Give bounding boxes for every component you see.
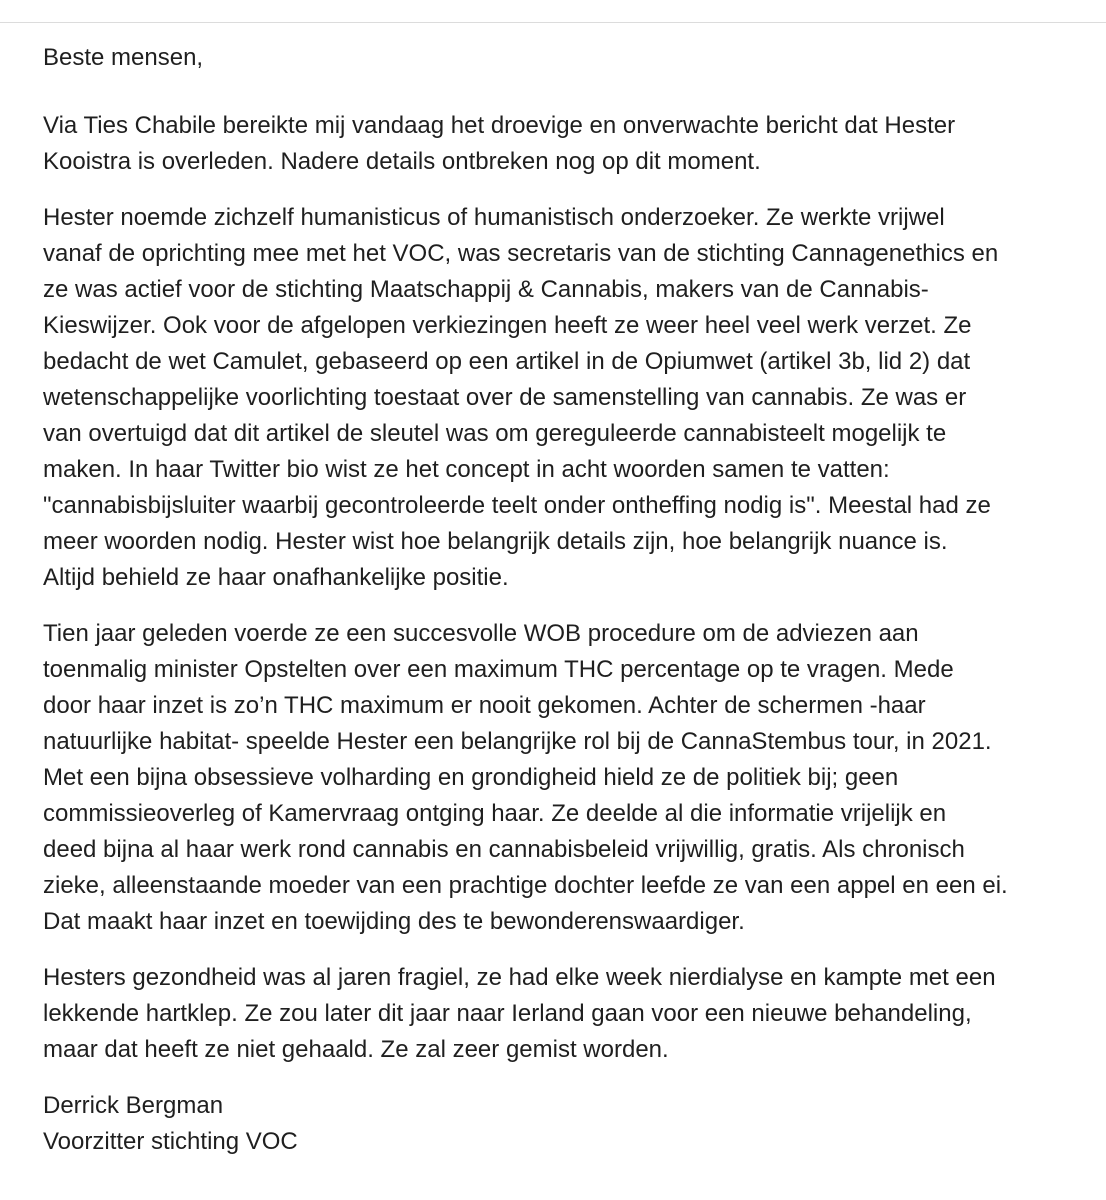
greeting bbox=[43, 40, 1093, 76]
text-line: Altijd behield ze haar onafhankelijke positie. bbox=[43, 564, 509, 591]
text-line: meer woorden nodig. Hester wist hoe belangrijk details zijn, hoe belangrijk nuance is. bbox=[43, 528, 948, 555]
text-line: Hesters gezondheid was al jaren fragiel, ze had elke week nierdialyse en kampte met een bbox=[43, 964, 996, 991]
text-line: Via Ties Chabile bereikte mij vandaag het droevige en onverwachte bericht dat Hester bbox=[43, 112, 956, 139]
letter-body bbox=[43, 40, 1093, 1180]
text-line: Met een bijna obsessieve volharding en grondigheid hield ze de politiek bij; geen bbox=[43, 764, 899, 791]
text-line: maken. In haar Twitter bio wist ze het concept in acht woorden samen te vatten: bbox=[43, 456, 890, 483]
paragraph-health bbox=[43, 960, 1093, 1068]
text-line: maar dat heeft ze niet gehaald. Ze zal zeer gemist worden. bbox=[43, 1036, 669, 1063]
paragraph-biography bbox=[43, 200, 1093, 596]
text-line: "cannabisbijsluiter waarbij gecontroleerde teelt onder ontheffing nodig is". Meestal had ze bbox=[43, 492, 991, 519]
greeting-text: Beste mensen, bbox=[43, 44, 204, 71]
text-line: Hester noemde zichzelf humanisticus of humanistisch onderzoeker. Ze werkte vrijwel bbox=[43, 204, 945, 231]
text-line: commissieoverleg of Kamervraag ontging haar. Ze deelde al die informatie vrijelijk en bbox=[43, 800, 947, 827]
text-line: vanaf de oprichting mee met het VOC, was secretaris van de stichting Cannagenethics en bbox=[43, 240, 999, 267]
text-line: zieke, alleenstaande moeder van een prachtige dochter leefde ze van een appel en een ei. bbox=[43, 872, 1008, 899]
text-line: wetenschappelijke voorlichting toestaat over de samenstelling van cannabis. Ze was er bbox=[43, 384, 967, 411]
text-line: van overtuigd dat dit artikel de sleutel was om gereguleerde cannabisteelt mogelijk te bbox=[43, 420, 947, 447]
paragraph-announcement bbox=[43, 108, 1093, 180]
text-line: Kieswijzer. Ook voor de afgelopen verkiezingen heeft ze weer heel veel werk verzet. Ze bbox=[43, 312, 972, 339]
text-line: Kooistra is overleden. Nadere details ontbreken nog op dit moment. bbox=[43, 148, 761, 175]
text-line: bedacht de wet Camulet, gebaseerd op een artikel in de Opiumwet (artikel 3b, lid 2) dat bbox=[43, 348, 971, 375]
paragraph-achievements bbox=[43, 616, 1093, 940]
text-line: deed bijna al haar werk rond cannabis en cannabisbeleid vrijwillig, gratis. Als chronisch bbox=[43, 836, 965, 863]
text-line: toenmalig minister Opstelten over een maximum THC percentage op te vragen. Mede bbox=[43, 656, 954, 683]
text-line: Dat maakt haar inzet en toewijding des te bewonderenswaardiger. bbox=[43, 908, 745, 935]
text-line: ze was actief voor de stichting Maatschappij & Cannabis, makers van de Cannabis- bbox=[43, 276, 929, 303]
signature bbox=[43, 1088, 1093, 1160]
signature-name: Derrick Bergman bbox=[43, 1092, 224, 1119]
signature-role: Voorzitter stichting VOC bbox=[43, 1128, 298, 1155]
text-line: natuurlijke habitat- speelde Hester een belangrijke rol bij de CannaStembus tour, in 2021. bbox=[43, 728, 992, 755]
text-line: Tien jaar geleden voerde ze een succesvolle WOB procedure om de adviezen aan bbox=[43, 620, 919, 647]
text-line: lekkende hartklep. Ze zou later dit jaar naar Ierland gaan voor een nieuwe behandeling, bbox=[43, 1000, 972, 1027]
text-line: door haar inzet is zo’n THC maximum er nooit gekomen. Achter de schermen -haar bbox=[43, 692, 926, 719]
top-divider bbox=[0, 22, 1106, 23]
